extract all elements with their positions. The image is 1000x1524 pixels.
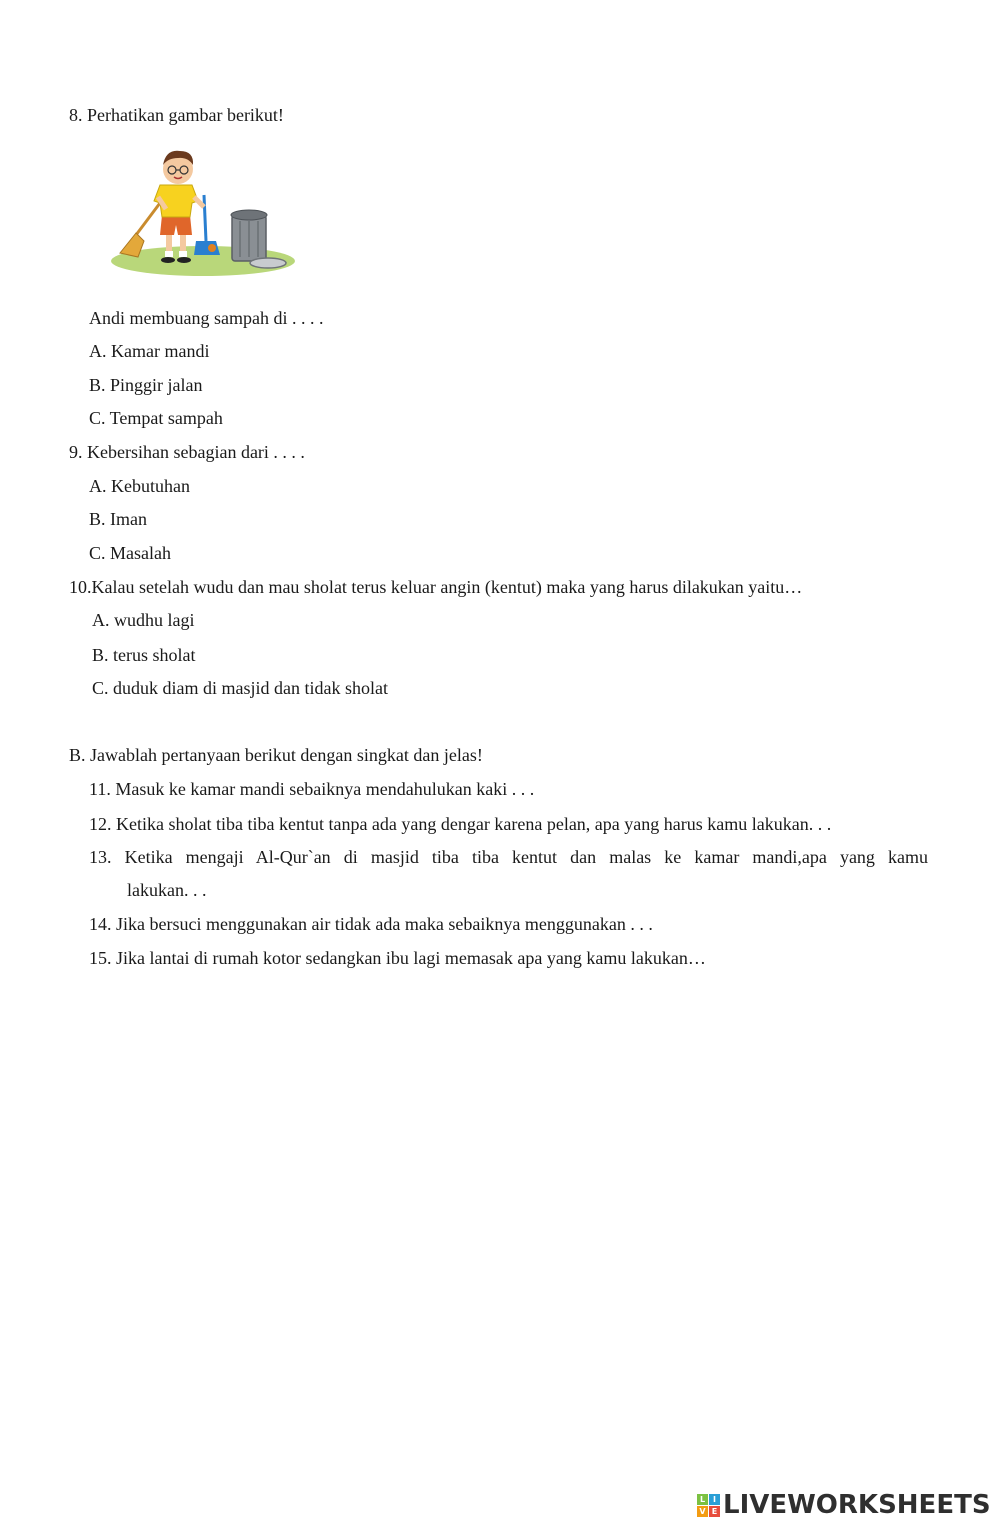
question-8-option-a: A. Kamar mandi [89,341,210,361]
question-8-option-b: B. Pinggir jalan [89,375,203,395]
question-10-option-b: B. terus sholat [92,645,196,665]
logo-letter-i: I [709,1494,720,1505]
logo-letter-v: V [697,1506,708,1517]
liveworksheets-logo [697,1488,991,1522]
question-10-option-c: C. duduk diam di masjid dan tidak sholat [92,678,388,698]
essay-question-14: 14. Jika bersuci menggunakan air tidak ada maka sebaiknya menggunakan . . . [89,914,653,934]
question-9-option-a: A. Kebutuhan [89,476,190,496]
essay-question-11: 11. Masuk ke kamar mandi sebaiknya mendahulukan kaki . . . [89,779,535,799]
logo-grid-icon [697,1494,720,1517]
logo-letter-l: L [697,1494,708,1505]
section-b-heading: B. Jawablah pertanyaan berikut dengan singkat dan jelas! [69,745,483,765]
question-8-option-c: C. Tempat sampah [89,408,223,428]
question-10-option-a: A. wudhu lagi [92,610,195,630]
question-9-option-c: C. Masalah [89,543,171,563]
question-8-text: Andi membuang sampah di . . . . [89,308,324,328]
boy-sweeping-illustration [108,145,298,280]
question-8-heading: 8. Perhatikan gambar berikut! [69,105,284,125]
question-10-text: 10.Kalau setelah wudu dan mau sholat terus keluar angin (kentut) maka yang harus dilakukan yaitu… [69,577,803,597]
logo-letter-e: E [709,1506,720,1517]
essay-question-13-continued: lakukan. . . [127,880,207,900]
essay-question-12: 12. Ketika sholat tiba tiba kentut tanpa ada yang dengar karena pelan, apa yang harus kamu lakukan. . . [89,814,832,834]
question-9-text: 9. Kebersihan sebagian dari . . . . [69,442,305,462]
essay-question-15: 15. Jika lantai di rumah kotor sedangkan ibu lagi memasak apa yang kamu lakukan… [89,948,706,968]
question-9-option-b: B. Iman [89,509,147,529]
essay-question-13: 13. Ketika mengaji Al-Qur`an di masjid tiba tiba kentut dan malas ke kamar mandi,apa yang kamu [89,847,928,867]
logo-brand-text: LIVEWORKSHEETS [723,1490,991,1520]
